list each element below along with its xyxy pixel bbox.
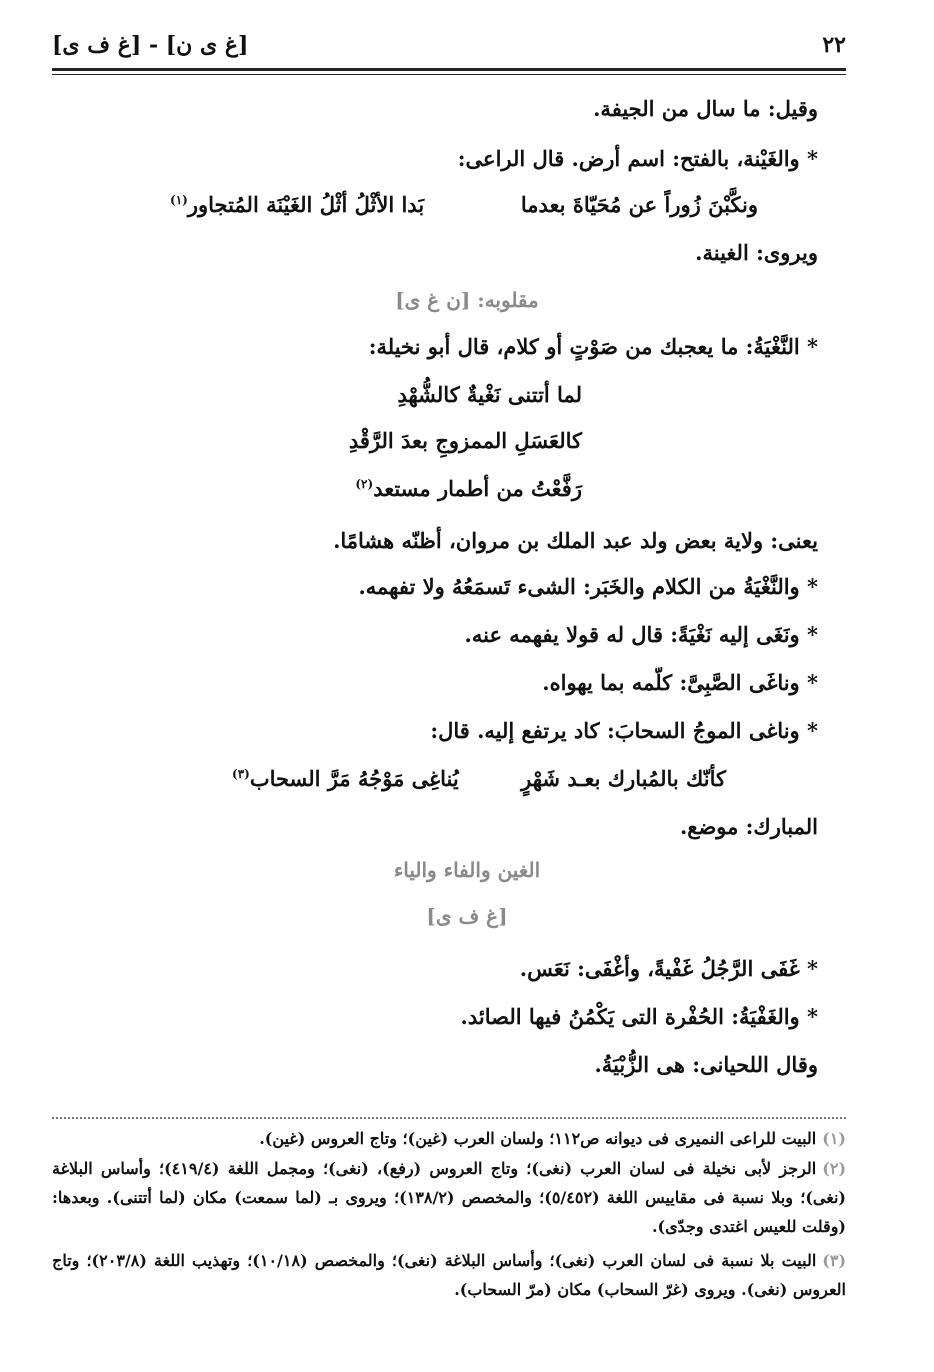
rajaz-line-1: لما أتتنى نَغْيةٌ كالشُّهْدِ [397, 382, 582, 407]
verse-hemistich-second [232, 766, 459, 791]
text-line: * والنَّغْيَةُ من الكلام والخَبَر: الشىء تَسمَعُهُ ولا تفهمه. [358, 574, 818, 599]
verse-text: بَدا الأثْلُ أثْلُ الغَيْنَة المُتجاور [187, 192, 425, 217]
footnote-text: البيت للراعى النميرى فى ديوانه ص١١٢؛ ولسان العرب (غين)؛ وتاج العروس (غين). [259, 1129, 817, 1148]
text-line: * وناغى الموجُ السحابَ: كاد يرتفع إليه. قال: [430, 718, 818, 743]
footnote-text: البيت بلا نسبة فى لسان العرب (نغى)؛ وأساس البلاغة (نغى)؛ والمخصص (١٠/١٨)؛ وتهذيب اللغة (٢٠٣/٨)؛ وتاج العروس (نغى). ويروى (غرّ السحاب) مكان (مرّ السحاب). [52, 1251, 846, 1299]
header-rule [52, 68, 846, 75]
verse-text: يُناغِى مَوْجُهُ مَرَّ السحاب [249, 766, 459, 791]
footnote-mark: (٣) [822, 1251, 847, 1270]
text-line: يعنى: ولاية بعض ولد عبد الملك بن مروان، أظنّه هشامًا. [333, 528, 818, 553]
page-number: ٢٢ [822, 32, 846, 58]
footnote-ref: (٢) [355, 477, 374, 491]
text-line: ويروى: الغينة. [695, 240, 818, 265]
footnote-separator [52, 1117, 846, 1119]
footnote-text: الرجز لأبى نخيلة فى لسان العرب (نغى)؛ وتاج العروس (رفع)، (نغى)؛ ومجمل اللغة (٤١٩/٤)؛ وأساس البلاغة (نغى)؛ وبلا نسبة فى مقاييس اللغة (٥/٤٥٢)؛ والمخصص (١٣٨/٢)؛ ويروى بـ (لما سمعت) مكان (لما أتتنى). وبعدها: (وقلت للعيس اغتدى وجدّى). [52, 1159, 847, 1236]
chapter-heading: الغين والفاء والياء [393, 858, 541, 882]
verse-hemistich-second [170, 192, 424, 217]
verse-couplet-1 [0, 192, 934, 222]
footnote-mark: (٢) [822, 1159, 847, 1178]
footnote-mark: (١) [822, 1129, 846, 1148]
rajaz-line-2: كالعَسَلِ الممزوجِ بعدَ الرَّقْدِ [348, 428, 582, 453]
section-heading: [غ ف ى] [426, 904, 508, 928]
text-line: * والغَفْيَةُ: الحُفْرة التى يَكْمُنُ فيها الصائد. [460, 1004, 818, 1029]
text-line: * النَّغْيَةُ: ما يعجبك من صَوْتٍ أو كلام، قال أبو نخيلة: [368, 334, 818, 359]
page-header [52, 28, 846, 62]
text-line: وقيل: ما سال من الجيفة. [593, 96, 818, 121]
footnote-2 [52, 1154, 846, 1241]
rajaz-line-3 [355, 476, 582, 501]
verse-couplet-2 [0, 766, 934, 796]
verse-text: رَفَّعْتُ من أطمار مستعد [373, 476, 582, 501]
text-line: المبارك: موضع. [679, 814, 818, 839]
text-line: * غَفَى الرَّجُلُ غَفْيةً، وأغْفَى: نَعَس. [519, 956, 818, 981]
footnote-1 [52, 1124, 846, 1153]
running-title: [غ ى ن] - [غ ف ى] [52, 32, 249, 58]
footnote-ref: (٣) [232, 767, 250, 781]
footnote-3 [52, 1246, 846, 1304]
text-line: * ونَغَى إليه نَغْيَةً: قال له قولا يفهمه عنه. [464, 622, 818, 647]
verse-hemistich-first: ونكَّبْنَ زُوراً عن مُحَيّاةَ بعدما [520, 192, 758, 217]
footnote-ref: (١) [170, 193, 188, 207]
text-line: * وناغَى الصَّبِىَّ: كلّمه بما يهواه. [542, 670, 818, 695]
section-heading: مقلوبه: [ن غ ى] [395, 288, 539, 312]
text-line: * والغَيْنة، بالفتح: اسم أرض. قال الراعى: [457, 146, 818, 171]
verse-hemistich-first: كأنّك بالمُبارك بعـد شَهْرٍ [521, 766, 726, 791]
text-line: وقال اللحيانى: هى الزُّبْيَةُ. [594, 1052, 818, 1077]
